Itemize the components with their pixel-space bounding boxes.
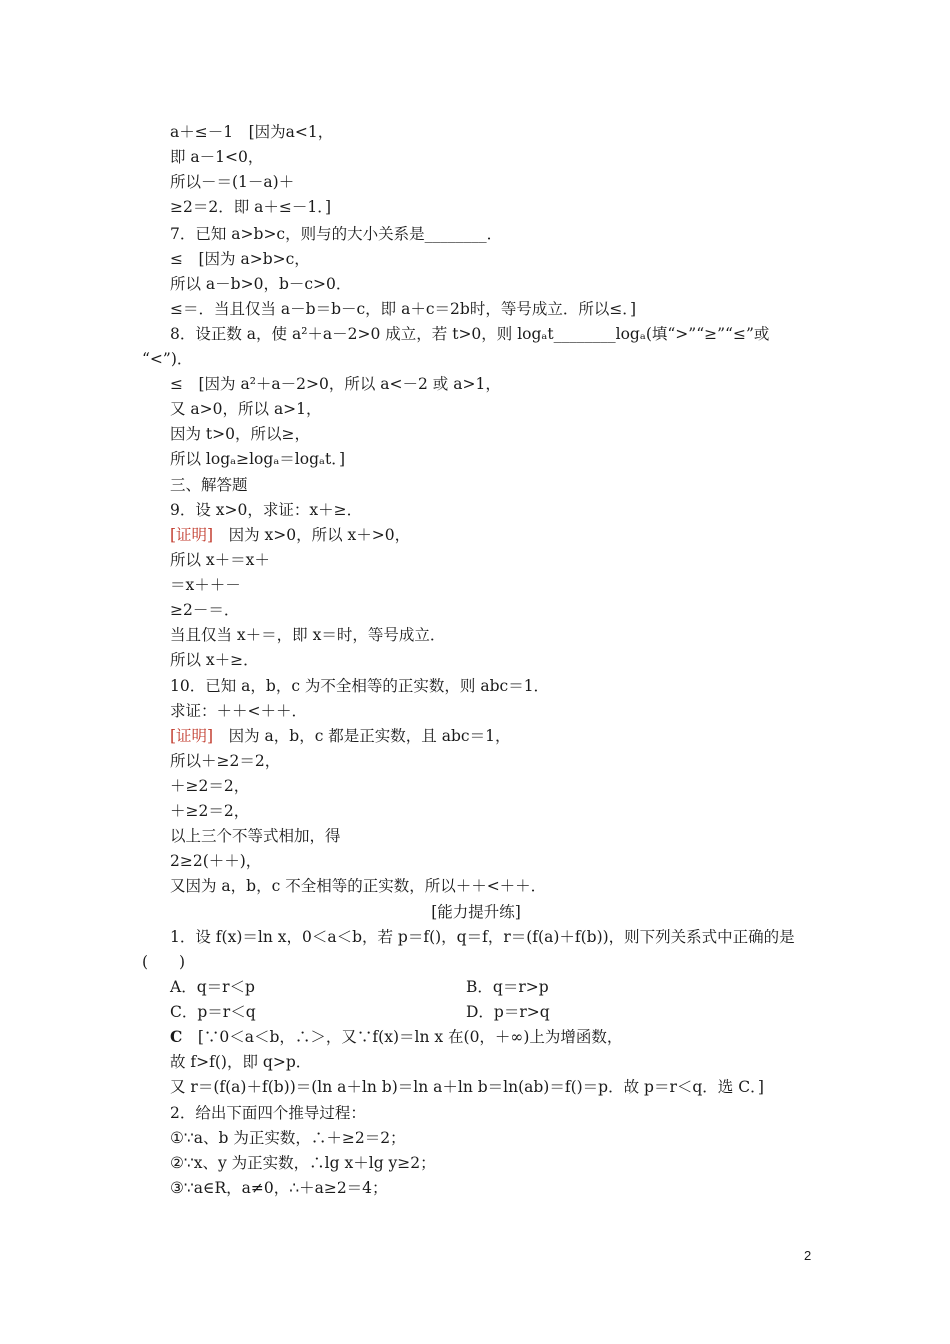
answer-text: [∵0＜a＜b，∴＞，又∵f(x)＝ln x 在(0，＋∞)上为增函数， (182, 1028, 623, 1046)
text-line: ≥2－＝． (170, 601, 240, 619)
problem-2: 2．给出下面四个推导过程： (170, 1104, 366, 1122)
text-line: 所以＋≥2＝2， (170, 752, 281, 770)
question-7: 7．已知 a>b>c，则与的大小关系是________． (170, 225, 503, 243)
option-b: B．q＝r>p (466, 978, 549, 996)
option-c: C．p＝r＜q (170, 1003, 256, 1021)
text-line: 所以 x＋≥． (170, 651, 259, 669)
options-row (170, 1002, 830, 1022)
section-heading: 三、解答题 (170, 476, 248, 494)
text-line: 因为 t>0，所以≥， (170, 425, 310, 443)
text-line: 当且仅当 x＋＝，即 x＝时，等号成立． (170, 626, 446, 644)
text-line: ≤＝．当且仅当 a－b＝b－c，即 a＋c＝2b时，等号成立．所以≤．] (170, 300, 637, 318)
text-line: 又因为 a，b，c 不全相等的正实数，所以＋＋<＋＋． (170, 877, 547, 895)
text-line: 所以 a－b>0，b－c>0． (170, 275, 352, 293)
question-10: 10．已知 a，b，c 为不全相等的正实数，则 abc＝1． (170, 677, 550, 695)
question-9: 9．设 x>0，求证：x＋≥． (170, 501, 363, 519)
text-line: 求证：＋＋<＋＋． (170, 702, 307, 720)
text-line: 2≥2(＋＋)， (170, 852, 262, 870)
section-title: [能力提升练] (431, 903, 521, 921)
text-line: 所以 logₐ≥logₐ＝logₐt．] (170, 450, 346, 468)
text-line: 又 r＝(f(a)＋f(b))＝(ln a＋ln b)＝ln a＋ln b＝ln(ab)＝f()＝p．故 p＝r＜q．选 C．] (170, 1078, 764, 1096)
page-number: 2 (804, 1248, 812, 1263)
proof-line (170, 525, 830, 545)
text-line: 又 a>0，所以 a>1， (170, 400, 322, 418)
proof-tag: [证明] (170, 727, 214, 745)
text-line: 故 f>f()，即 q>p． (170, 1053, 312, 1071)
option-d: D．p＝r>q (466, 1003, 550, 1021)
text-line: ①∵a、b 为正实数，∴＋≥2＝2； (170, 1129, 406, 1147)
text-line: ＝x＋＋－ (170, 576, 241, 594)
text-line: 以上三个不等式相加，得 (170, 827, 341, 845)
text-line: 所以－＝(1－a)＋ (170, 173, 295, 191)
answer-letter: C (170, 1027, 183, 1046)
proof-text: 因为 x>0，所以 x＋>0， (213, 526, 411, 544)
text-line: ≤ [因为 a>b>c， (170, 250, 310, 268)
text-line: 即 a－1<0， (170, 148, 264, 166)
text-line: 所以 x＋＝x＋ (170, 551, 270, 569)
option-a: A．q＝r＜p (170, 978, 255, 996)
answer-line (170, 1027, 830, 1047)
question-8-line2: “<”)． (142, 350, 193, 368)
proof-tag: [证明] (170, 526, 214, 544)
text-line: a＋≤－1 [因为a<1， (170, 123, 334, 141)
text-line: ≥2＝2．即 a＋≤－1．] (170, 198, 332, 216)
text-line: ③∵a∈R，a≠0，∴＋a≥2＝4； (170, 1179, 388, 1197)
text-line: ≤ [因为 a²＋a－2>0，所以 a<－2 或 a>1， (170, 375, 501, 393)
text-line: ＋≥2＝2， (170, 802, 250, 820)
proof-text: 因为 a，b，c 都是正实数，且 abc＝1， (213, 727, 511, 745)
problem-1-line2: ( ) (142, 953, 186, 971)
text-line: ②∵x、y 为正实数，∴lg x＋lg y≥2； (170, 1154, 436, 1172)
text-line: ＋≥2＝2， (170, 777, 250, 795)
problem-1-line1: 1．设 f(x)＝ln x，0＜a＜b，若 p＝f()，q＝f，r＝(f(a)＋f(b))，则下列关系式中正确的是 (170, 928, 795, 946)
options-row (170, 977, 830, 997)
proof-line (170, 726, 830, 746)
question-8-line1: 8．设正数 a，使 a²＋a－2>0 成立，若 t>0，则 logₐt________logₐ(填“>”“≥”“≤”或 (170, 325, 770, 343)
